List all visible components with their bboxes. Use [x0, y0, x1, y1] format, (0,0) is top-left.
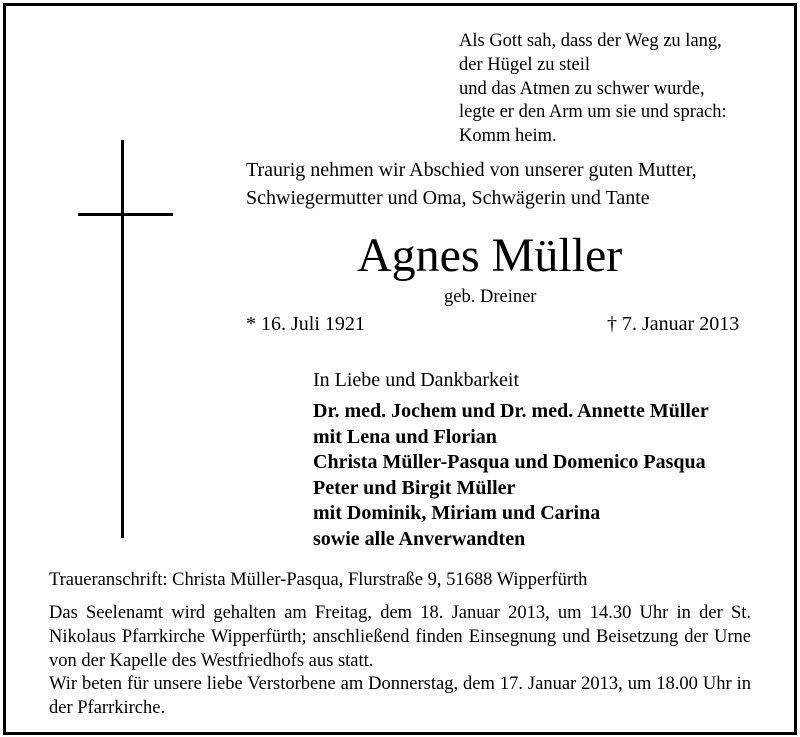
mourner-line: Peter und Birgit Müller	[313, 476, 516, 499]
birth-date: * 16. Juli 1921	[246, 313, 365, 335]
death-date: † 7. Januar 2013	[607, 313, 740, 335]
poem-line: der Hügel zu steil	[459, 54, 590, 75]
poem-line: Als Gott sah, dass der Weg zu lang,	[459, 31, 722, 51]
service-notice-paragraph-2: Wir beten für unsere liebe Verstorbene am Donnerstag, dem 17. Januar 2013, um 18.00 Uhr in der Pfarrkirche.	[49, 674, 751, 719]
intro-line-1: Traurig nehmen wir Abschied von unserer guten Mutter,	[246, 159, 697, 181]
poem-line: und das Atmen zu schwer wurde,	[459, 78, 705, 99]
service-notice-paragraph-1: Das Seelenamt wird gehalten am Freitag, dem 18. Januar 2013, um 14.30 Uhr in der St. Nikolaus Pfarrkirche Wipperfürth; anschließend finden Einsegnung und Beisetzung der Urne von der Kapelle des Westfriedhofs aus statt.	[49, 603, 751, 671]
mourning-address: Traueranschrift: Christa Müller-Pasqua, Flurstraße 9, 51688 Wipperfürth	[49, 570, 588, 590]
mourners-heading: In Liebe und Dankbarkeit	[313, 369, 520, 391]
mourner-line: mit Dominik, Miriam und Carina	[313, 502, 601, 524]
poem	[459, 30, 727, 149]
cross-icon-crossbar	[78, 213, 173, 216]
service-notice	[49, 602, 751, 721]
cross-icon	[121, 140, 124, 538]
poem-line: legte er den Arm um sie und sprach:	[459, 102, 727, 123]
mourners-list	[313, 399, 709, 552]
intro-text	[246, 156, 697, 212]
birth-name: geb. Dreiner	[444, 287, 537, 307]
deceased-name: Agnes Müller	[357, 229, 623, 282]
mourner-line: Dr. med. Jochem und Dr. med. Annette Müller	[313, 400, 709, 422]
mourner-line: sowie alle Anverwandten	[313, 527, 526, 550]
mourner-line: Christa Müller-Pasqua und Domenico Pasqua	[313, 451, 706, 473]
poem-line: Komm heim.	[459, 126, 557, 147]
mourner-line: mit Lena und Florian	[313, 425, 497, 448]
intro-line-2: Schwiegermutter und Oma, Schwägerin und Tante	[246, 187, 650, 209]
